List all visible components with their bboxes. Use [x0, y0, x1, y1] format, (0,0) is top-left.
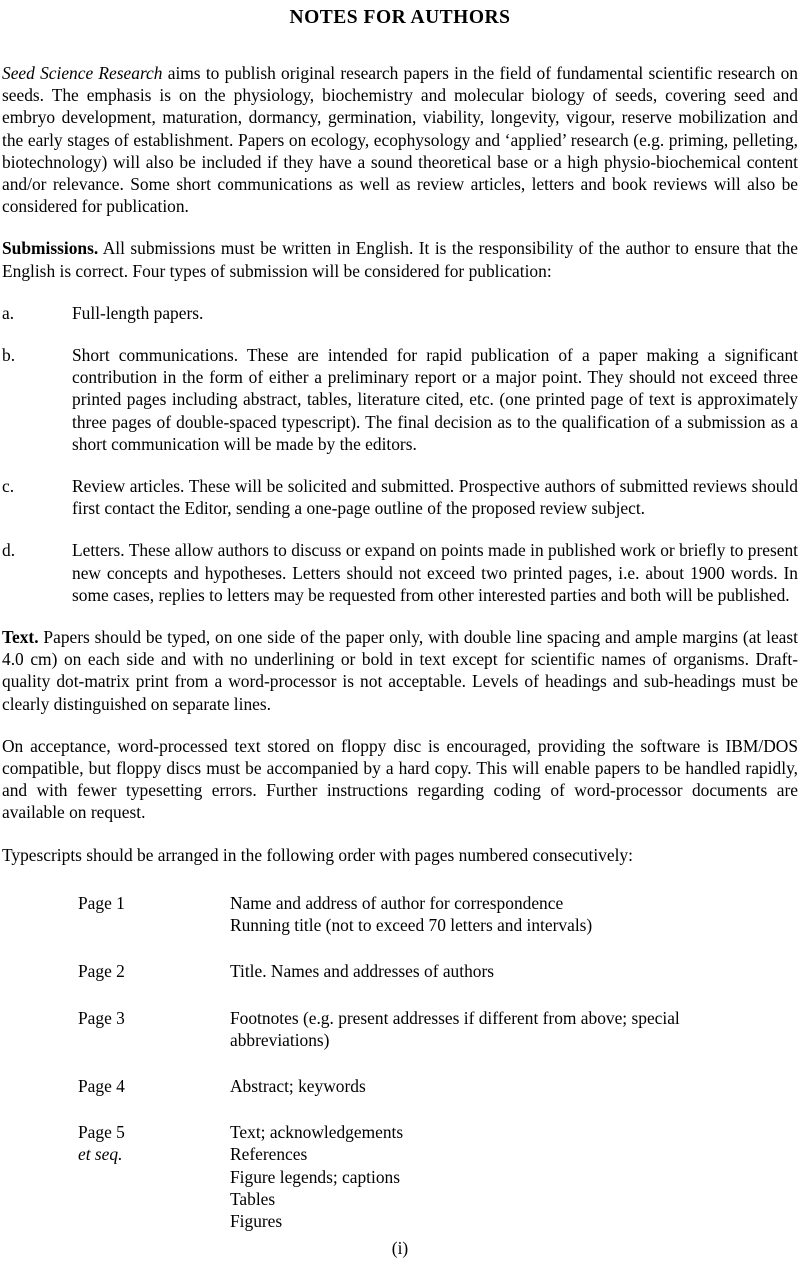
page-order-desc-cell	[230, 1075, 798, 1121]
page-order-desc-line: Figures	[230, 1210, 283, 1231]
list-marker: a.	[2, 302, 15, 323]
submissions-body-text: All submissions must be written in English. It is the responsibility of the author to ensure that the English is correct. Four types of submission will be considered for publication:	[2, 238, 798, 281]
page-order-label-cell	[2, 892, 230, 960]
page-order-desc-line: References	[230, 1144, 308, 1165]
page-title: NOTES FOR AUTHORS	[289, 7, 511, 28]
table-row	[2, 960, 798, 1006]
page-order-desc-line: Title. Names and addresses of authors	[230, 961, 495, 982]
page-order-label: Page 2	[78, 961, 125, 982]
page-order-desc-line: Figure legends; captions	[230, 1166, 401, 1187]
list-marker: b.	[2, 345, 16, 366]
list-marker: c.	[2, 476, 15, 497]
table-row	[2, 1075, 798, 1121]
text-section-heading: Text.	[2, 627, 39, 648]
list-item	[2, 475, 798, 519]
page-order-desc-cell	[230, 892, 798, 960]
list-marker: d.	[2, 540, 16, 561]
page-order-desc-line: Running title (not to exceed 70 letters and intervals)	[230, 915, 593, 936]
page-folio: (i)	[391, 1238, 409, 1258]
document-page	[0, 4, 800, 1269]
page-order-label-cell	[2, 1075, 230, 1121]
page-order-label: Page 5	[78, 1122, 125, 1143]
list-item-text: Review articles. These will be solicited and submitted. Prospective authors of submitted reviews should first contact the Editor, sending a one-page outline of the proposed review subject.	[72, 476, 798, 519]
journal-name: Seed Science Research	[2, 63, 163, 83]
page-order-desc-line: Footnotes (e.g. present addresses if different from above; special abbreviations)	[230, 1007, 680, 1050]
page-order-desc-line: Name and address of author for correspondence	[230, 892, 564, 913]
list-item-text: Letters. These allow authors to discuss or expand on points made in published work or briefly to present new concepts and hypotheses. Letters should not exceed two printed pages, i.e. about 1900 words. In some cases, replies to letters may be requested from other interested parties and both will be published.	[72, 540, 798, 605]
page-order-label: Page 4	[78, 1075, 125, 1096]
list-item-text: Short communications. These are intended for rapid publication of a paper making a significant contribution in the form of either a preliminary report or a major point. They should not exceed three printed pages including abstract, tables, literature cited, etc. (one printed page of text is approximately three pages of double-spaced typescript). The final decision as to the qualification of a submission as a short communication will be made by the editors.	[72, 345, 798, 454]
submissions-paragraph	[2, 237, 798, 281]
page-order-label: Page 3	[78, 1007, 125, 1028]
intro-paragraph	[2, 62, 798, 217]
page-order-table	[2, 892, 798, 1232]
order-lead-in-paragraph: Typescripts should be arranged in the following order with pages numbered consecutively:	[2, 844, 633, 865]
list-item-text: Full-length papers.	[72, 302, 204, 323]
list-item	[2, 539, 798, 606]
submissions-heading: Submissions.	[2, 238, 99, 259]
page-order-desc-line: Text; acknowledgements	[230, 1122, 404, 1143]
list-item	[2, 302, 798, 324]
text-section-body: Papers should be typed, on one side of the paper only, with double line spacing and ample margins (at least 4.0 cm) on each side and with no underlining or bold in text except for scientific names of organisms. Draft-quality dot-matrix print from a word-processor is not acceptable. Levels of headings and sub-headings must be clearly distinguished on separate lines.	[2, 627, 798, 714]
list-item	[2, 344, 798, 455]
page-order-label-cell	[2, 1007, 230, 1075]
page-order-label: Page 1	[78, 892, 125, 913]
page-order-label-sub: et seq.	[78, 1144, 123, 1165]
page-order-desc-cell	[230, 960, 798, 1006]
page-order-desc-line: Tables	[230, 1188, 276, 1209]
page-order-label-cell	[2, 1121, 230, 1232]
text-section-paragraph	[2, 626, 798, 715]
intro-body-text: aims to publish original research papers in the field of fundamental scientific research on seeds. The emphasis is on the physiology, biochemistry and molecular biology of seeds, covering seed and embryo development, maturation, dormancy, germination, viability, longevity, vigour, reserve mobilization and the early stages of establishment. Papers on ecology, ecophysology and ‘applied’ research (e.g. priming, pelleting, biotechnology) will also be included if they have a sound theoretical base or a high physio-biochemical content and/or relevance. Some short communications as well as review articles, letters and book reviews will also be considered for publication.	[2, 63, 798, 217]
page-order-desc-line: Abstract; keywords	[230, 1075, 366, 1096]
submission-types-list	[2, 302, 798, 606]
table-row	[2, 892, 798, 960]
floppy-disc-paragraph: On acceptance, word-processed text stored on floppy disc is encouraged, providing the software is IBM/DOS compatible, but floppy discs must be accompanied by a hard copy. This will enable papers to be handled rapidly, and with fewer typesetting errors. Further instructions regarding coding of word-processor documents are available on request.	[2, 735, 798, 823]
page-order-desc-cell	[230, 1007, 798, 1075]
table-row	[2, 1007, 798, 1075]
table-row	[2, 1121, 798, 1232]
page-order-desc-cell	[230, 1121, 798, 1232]
page-order-label-cell	[2, 960, 230, 1006]
